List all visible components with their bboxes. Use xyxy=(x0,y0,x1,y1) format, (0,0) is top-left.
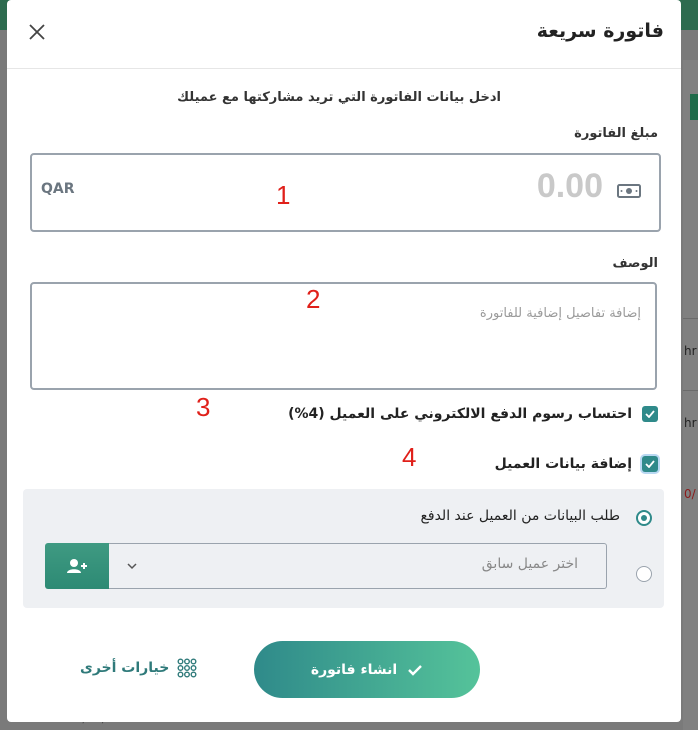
radio-request-data-label: طلب البيانات من العميل عند الدفع xyxy=(420,508,620,524)
annotation-marker: 1 xyxy=(276,180,291,210)
modal-header xyxy=(7,0,681,69)
add-client-button[interactable] xyxy=(45,543,109,589)
client-checkbox-row[interactable] xyxy=(495,456,658,472)
background-cell-text: hr xyxy=(684,344,697,358)
background-right-strip xyxy=(683,60,698,730)
client-checkbox-label: إضافة بيانات العميل xyxy=(494,456,632,472)
check-icon xyxy=(645,460,655,468)
amount-value[interactable]: 0.00 xyxy=(536,167,603,205)
description-textarea[interactable] xyxy=(30,282,657,390)
currency-label: QAR xyxy=(41,181,75,197)
close-icon[interactable] xyxy=(27,22,47,42)
more-options-button[interactable] xyxy=(80,658,197,678)
annotation-marker: 4 xyxy=(402,442,417,472)
annotation-marker: 2 xyxy=(306,284,321,314)
background-divider xyxy=(683,318,698,319)
client-select[interactable] xyxy=(109,543,607,589)
annotation-marker: 3 xyxy=(196,392,211,422)
fee-checkbox-row[interactable] xyxy=(288,406,658,422)
background-green-chip xyxy=(690,94,698,120)
amount-label: مبلغ الفاتورة xyxy=(574,126,658,141)
client-select-placeholder: اختر عميل سابق xyxy=(481,556,578,572)
background-cell-text: 0/ xyxy=(684,487,696,501)
background-cell-text: hr xyxy=(684,416,697,430)
client-checkbox[interactable] xyxy=(642,456,658,472)
description-label: الوصف xyxy=(612,256,658,271)
quick-invoice-modal xyxy=(7,0,681,722)
amount-input[interactable] xyxy=(30,153,661,232)
money-icon xyxy=(617,183,641,199)
create-invoice-button[interactable] xyxy=(254,641,480,698)
radio-request-data[interactable] xyxy=(636,510,652,526)
description-placeholder: إضافة تفاصيل إضافية للفاتورة xyxy=(479,306,641,321)
intro-text: ادخل بيانات الفاتورة التي تريد مشاركتها مع عميلك xyxy=(177,90,501,105)
client-options-panel xyxy=(23,489,664,608)
modal-title: فاتورة سريعة xyxy=(536,20,664,42)
check-icon xyxy=(645,410,655,418)
create-invoice-label: انشاء فاتورة xyxy=(310,661,398,678)
fee-checkbox-label: احتساب رسوم الدفع الالكتروني على العميل (4%) xyxy=(288,406,632,422)
background-divider xyxy=(683,390,698,391)
check-icon xyxy=(407,664,423,676)
grid-icon xyxy=(177,658,197,678)
add-user-icon xyxy=(66,558,88,574)
radio-existing-client[interactable] xyxy=(636,566,652,582)
more-options-label: خيارات أخرى xyxy=(80,660,170,676)
fee-checkbox[interactable] xyxy=(642,406,658,422)
chevron-down-icon xyxy=(127,562,137,570)
